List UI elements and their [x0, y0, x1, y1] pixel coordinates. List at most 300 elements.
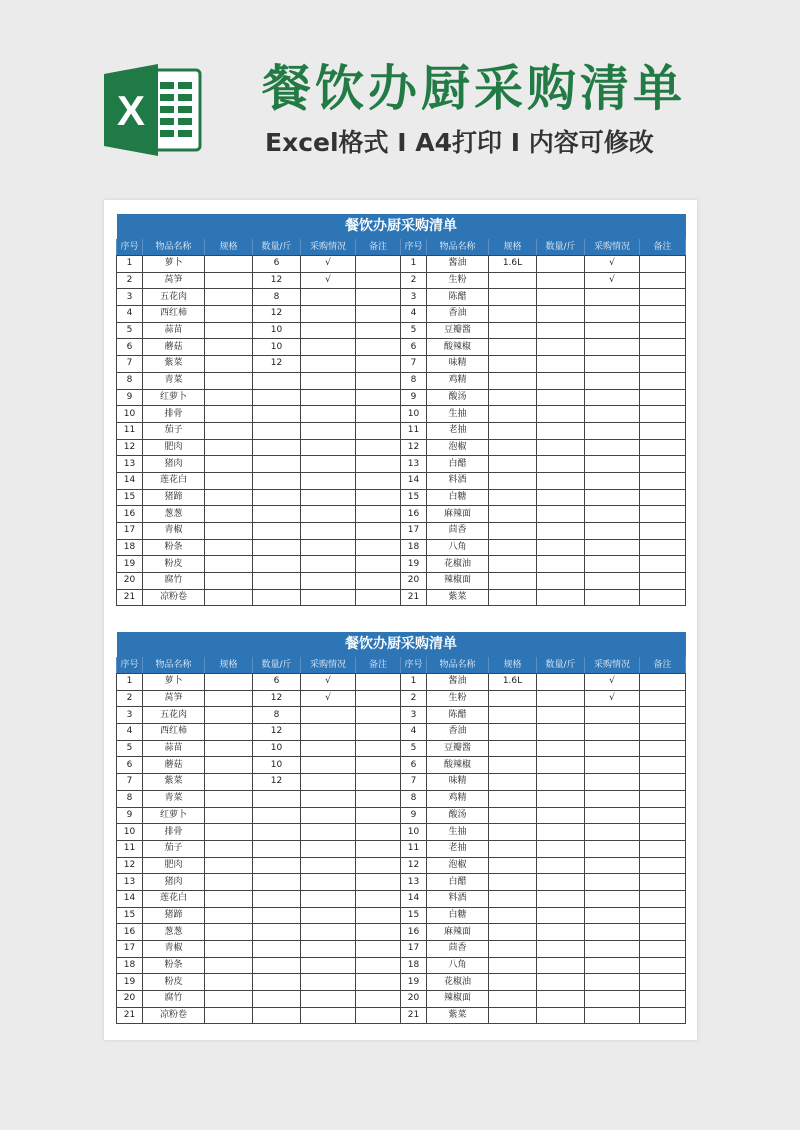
table-cell[interactable] — [640, 991, 686, 1008]
table-cell[interactable] — [205, 439, 253, 456]
table-cell[interactable] — [640, 941, 686, 958]
table-cell[interactable] — [205, 322, 253, 339]
table-cell[interactable]: 18 — [117, 539, 143, 556]
table-cell[interactable]: 12 — [253, 774, 301, 791]
table-cell[interactable] — [253, 573, 301, 590]
table-cell[interactable]: 香油 — [427, 306, 489, 323]
table-cell[interactable] — [585, 974, 640, 991]
table-cell[interactable] — [301, 790, 356, 807]
table-cell[interactable]: 白糖 — [427, 489, 489, 506]
table-cell[interactable] — [489, 439, 537, 456]
table-cell[interactable]: 花椒油 — [427, 974, 489, 991]
table-cell[interactable]: 6 — [401, 339, 427, 356]
table-cell[interactable] — [537, 941, 585, 958]
table-cell[interactable]: 萝卜 — [143, 256, 205, 273]
table-cell[interactable] — [640, 740, 686, 757]
table-cell[interactable] — [585, 506, 640, 523]
table-cell[interactable] — [356, 740, 401, 757]
table-cell[interactable] — [585, 523, 640, 540]
table-cell[interactable] — [640, 472, 686, 489]
table-cell[interactable] — [205, 807, 253, 824]
table-cell[interactable] — [585, 539, 640, 556]
table-cell[interactable] — [585, 807, 640, 824]
table-cell[interactable]: 3 — [117, 707, 143, 724]
table-cell[interactable] — [356, 907, 401, 924]
table-cell[interactable] — [356, 974, 401, 991]
table-cell[interactable]: 青椒 — [143, 523, 205, 540]
table-cell[interactable] — [640, 890, 686, 907]
table-cell[interactable] — [205, 857, 253, 874]
table-cell[interactable] — [356, 724, 401, 741]
table-cell[interactable]: 葱葱 — [143, 506, 205, 523]
table-cell[interactable]: 13 — [401, 874, 427, 891]
table-cell[interactable] — [585, 422, 640, 439]
table-cell[interactable]: 紫菜 — [143, 356, 205, 373]
table-cell[interactable] — [640, 523, 686, 540]
table-cell[interactable] — [640, 322, 686, 339]
table-cell[interactable]: 猪蹄 — [143, 907, 205, 924]
table-cell[interactable] — [205, 389, 253, 406]
table-cell[interactable]: 2 — [117, 690, 143, 707]
table-cell[interactable] — [205, 356, 253, 373]
table-cell[interactable] — [489, 1007, 537, 1024]
table-cell[interactable] — [640, 389, 686, 406]
table-cell[interactable] — [253, 924, 301, 941]
table-cell[interactable]: 生抽 — [427, 824, 489, 841]
table-cell[interactable]: 12 — [253, 724, 301, 741]
table-cell[interactable] — [537, 422, 585, 439]
table-cell[interactable] — [253, 874, 301, 891]
table-cell[interactable]: 20 — [401, 991, 427, 1008]
table-cell[interactable] — [356, 523, 401, 540]
table-cell[interactable] — [356, 506, 401, 523]
table-cell[interactable] — [301, 523, 356, 540]
table-cell[interactable] — [205, 506, 253, 523]
table-cell[interactable]: 11 — [401, 422, 427, 439]
table-cell[interactable] — [640, 272, 686, 289]
table-cell[interactable] — [537, 1007, 585, 1024]
table-cell[interactable]: 葱葱 — [143, 924, 205, 941]
table-cell[interactable] — [301, 974, 356, 991]
table-cell[interactable] — [537, 272, 585, 289]
table-cell[interactable] — [205, 422, 253, 439]
table-cell[interactable]: 16 — [401, 924, 427, 941]
table-cell[interactable] — [537, 472, 585, 489]
table-cell[interactable]: 4 — [117, 306, 143, 323]
table-cell[interactable]: 9 — [401, 389, 427, 406]
table-cell[interactable] — [253, 807, 301, 824]
table-cell[interactable]: 13 — [401, 456, 427, 473]
table-cell[interactable] — [489, 824, 537, 841]
table-cell[interactable]: 3 — [401, 707, 427, 724]
table-cell[interactable] — [537, 523, 585, 540]
table-cell[interactable]: 粉条 — [143, 957, 205, 974]
table-cell[interactable] — [585, 439, 640, 456]
table-cell[interactable] — [205, 456, 253, 473]
table-cell[interactable]: 12 — [253, 690, 301, 707]
table-cell[interactable]: 猪蹄 — [143, 489, 205, 506]
table-cell[interactable] — [301, 556, 356, 573]
table-cell[interactable] — [253, 539, 301, 556]
table-cell[interactable]: √ — [301, 690, 356, 707]
table-cell[interactable] — [301, 874, 356, 891]
table-cell[interactable]: 7 — [117, 356, 143, 373]
table-cell[interactable]: 7 — [401, 356, 427, 373]
table-cell[interactable]: 味精 — [427, 774, 489, 791]
table-cell[interactable] — [585, 907, 640, 924]
table-cell[interactable]: 酸汤 — [427, 807, 489, 824]
table-cell[interactable] — [356, 322, 401, 339]
table-cell[interactable] — [356, 774, 401, 791]
table-cell[interactable]: √ — [301, 272, 356, 289]
table-cell[interactable]: 酱油 — [427, 256, 489, 273]
table-cell[interactable] — [640, 289, 686, 306]
table-cell[interactable]: √ — [585, 674, 640, 691]
table-cell[interactable] — [489, 372, 537, 389]
table-cell[interactable] — [489, 573, 537, 590]
table-cell[interactable] — [205, 339, 253, 356]
table-cell[interactable] — [537, 306, 585, 323]
table-cell[interactable] — [356, 790, 401, 807]
table-cell[interactable]: 12 — [117, 857, 143, 874]
table-cell[interactable]: 12 — [401, 439, 427, 456]
table-cell[interactable] — [537, 907, 585, 924]
table-cell[interactable]: 蘑菇 — [143, 757, 205, 774]
table-cell[interactable]: 15 — [117, 489, 143, 506]
table-cell[interactable] — [205, 957, 253, 974]
table-cell[interactable] — [356, 807, 401, 824]
table-cell[interactable]: 酸辣椒 — [427, 757, 489, 774]
table-cell[interactable]: √ — [585, 272, 640, 289]
table-cell[interactable]: 麻辣面 — [427, 924, 489, 941]
table-cell[interactable]: 肥肉 — [143, 857, 205, 874]
table-cell[interactable]: 白糖 — [427, 907, 489, 924]
table-cell[interactable] — [253, 957, 301, 974]
table-cell[interactable] — [356, 406, 401, 423]
table-cell[interactable]: 18 — [401, 957, 427, 974]
table-cell[interactable]: 3 — [117, 289, 143, 306]
table-cell[interactable] — [585, 1007, 640, 1024]
table-cell[interactable]: 14 — [117, 890, 143, 907]
table-cell[interactable]: 蘑菇 — [143, 339, 205, 356]
table-cell[interactable] — [585, 890, 640, 907]
table-cell[interactable] — [537, 774, 585, 791]
table-cell[interactable]: 粉皮 — [143, 974, 205, 991]
table-cell[interactable]: 12 — [253, 306, 301, 323]
table-cell[interactable]: 泡椒 — [427, 439, 489, 456]
table-cell[interactable] — [489, 890, 537, 907]
table-cell[interactable]: 4 — [401, 306, 427, 323]
table-cell[interactable]: 茴香 — [427, 941, 489, 958]
table-cell[interactable] — [205, 757, 253, 774]
table-cell[interactable] — [640, 674, 686, 691]
table-cell[interactable] — [585, 306, 640, 323]
table-cell[interactable] — [537, 256, 585, 273]
table-cell[interactable] — [640, 356, 686, 373]
table-cell[interactable] — [640, 724, 686, 741]
table-cell[interactable] — [205, 1007, 253, 1024]
table-cell[interactable] — [301, 306, 356, 323]
table-cell[interactable] — [640, 707, 686, 724]
table-cell[interactable]: 15 — [401, 489, 427, 506]
table-cell[interactable] — [253, 907, 301, 924]
table-cell[interactable]: 1 — [401, 674, 427, 691]
table-cell[interactable] — [537, 456, 585, 473]
table-cell[interactable] — [205, 824, 253, 841]
table-cell[interactable]: 10 — [253, 339, 301, 356]
table-cell[interactable]: 茴香 — [427, 523, 489, 540]
table-cell[interactable] — [585, 372, 640, 389]
table-cell[interactable]: 生粉 — [427, 690, 489, 707]
table-cell[interactable] — [205, 790, 253, 807]
table-cell[interactable]: 猪肉 — [143, 456, 205, 473]
table-cell[interactable] — [301, 907, 356, 924]
table-cell[interactable] — [537, 506, 585, 523]
table-cell[interactable] — [537, 924, 585, 941]
table-cell[interactable]: 17 — [401, 523, 427, 540]
table-cell[interactable]: 14 — [401, 890, 427, 907]
table-cell[interactable]: 6 — [401, 757, 427, 774]
table-cell[interactable]: 14 — [401, 472, 427, 489]
table-cell[interactable] — [301, 506, 356, 523]
table-cell[interactable] — [301, 774, 356, 791]
table-cell[interactable]: 11 — [117, 422, 143, 439]
table-cell[interactable]: 9 — [117, 389, 143, 406]
table-cell[interactable] — [537, 556, 585, 573]
table-cell[interactable] — [205, 774, 253, 791]
table-cell[interactable]: 13 — [117, 874, 143, 891]
table-cell[interactable] — [537, 824, 585, 841]
table-cell[interactable] — [489, 840, 537, 857]
table-cell[interactable] — [301, 991, 356, 1008]
table-cell[interactable]: 肥肉 — [143, 439, 205, 456]
table-cell[interactable] — [205, 674, 253, 691]
table-cell[interactable] — [585, 489, 640, 506]
table-cell[interactable] — [205, 489, 253, 506]
table-cell[interactable]: 11 — [117, 840, 143, 857]
table-cell[interactable] — [585, 941, 640, 958]
table-cell[interactable]: 15 — [401, 907, 427, 924]
table-cell[interactable] — [489, 523, 537, 540]
table-cell[interactable] — [356, 824, 401, 841]
table-cell[interactable] — [489, 757, 537, 774]
table-cell[interactable]: 4 — [117, 724, 143, 741]
table-cell[interactable] — [356, 924, 401, 941]
table-cell[interactable] — [253, 857, 301, 874]
table-cell[interactable] — [301, 589, 356, 606]
table-cell[interactable]: 莲花白 — [143, 890, 205, 907]
table-cell[interactable]: 味精 — [427, 356, 489, 373]
table-cell[interactable] — [253, 506, 301, 523]
table-cell[interactable] — [640, 506, 686, 523]
table-cell[interactable]: 16 — [117, 506, 143, 523]
table-cell[interactable] — [585, 874, 640, 891]
table-cell[interactable] — [253, 406, 301, 423]
table-cell[interactable] — [253, 840, 301, 857]
table-cell[interactable]: 21 — [117, 1007, 143, 1024]
table-cell[interactable] — [585, 824, 640, 841]
table-cell[interactable] — [585, 924, 640, 941]
table-cell[interactable] — [537, 707, 585, 724]
table-cell[interactable] — [537, 974, 585, 991]
table-cell[interactable] — [356, 890, 401, 907]
table-cell[interactable] — [205, 724, 253, 741]
table-cell[interactable]: 20 — [117, 991, 143, 1008]
table-cell[interactable]: 2 — [401, 272, 427, 289]
table-cell[interactable]: √ — [301, 674, 356, 691]
table-cell[interactable] — [489, 406, 537, 423]
table-cell[interactable] — [301, 1007, 356, 1024]
table-cell[interactable]: 21 — [401, 1007, 427, 1024]
table-cell[interactable]: 8 — [401, 372, 427, 389]
table-cell[interactable] — [640, 556, 686, 573]
table-cell[interactable] — [301, 890, 356, 907]
table-cell[interactable] — [253, 439, 301, 456]
table-cell[interactable] — [301, 941, 356, 958]
table-cell[interactable] — [537, 690, 585, 707]
table-cell[interactable] — [585, 991, 640, 1008]
table-cell[interactable]: 13 — [117, 456, 143, 473]
table-cell[interactable]: 鸡精 — [427, 790, 489, 807]
table-cell[interactable] — [356, 389, 401, 406]
table-cell[interactable]: 1.6L — [489, 256, 537, 273]
table-cell[interactable] — [489, 807, 537, 824]
table-cell[interactable]: 16 — [117, 924, 143, 941]
table-cell[interactable] — [537, 439, 585, 456]
table-cell[interactable] — [205, 924, 253, 941]
table-cell[interactable] — [301, 372, 356, 389]
table-cell[interactable] — [640, 957, 686, 974]
table-cell[interactable] — [253, 422, 301, 439]
table-cell[interactable] — [585, 339, 640, 356]
table-cell[interactable] — [301, 857, 356, 874]
table-cell[interactable]: 莴笋 — [143, 690, 205, 707]
table-cell[interactable] — [205, 539, 253, 556]
table-cell[interactable] — [301, 322, 356, 339]
table-cell[interactable]: 辣椒面 — [427, 991, 489, 1008]
table-cell[interactable] — [585, 957, 640, 974]
table-cell[interactable]: 1 — [117, 674, 143, 691]
table-cell[interactable]: 蒜苗 — [143, 322, 205, 339]
table-cell[interactable]: 凉粉卷 — [143, 589, 205, 606]
table-cell[interactable] — [205, 523, 253, 540]
table-cell[interactable] — [489, 690, 537, 707]
table-cell[interactable] — [301, 724, 356, 741]
table-cell[interactable]: 12 — [117, 439, 143, 456]
table-cell[interactable]: 3 — [401, 289, 427, 306]
table-cell[interactable] — [537, 857, 585, 874]
table-cell[interactable] — [537, 740, 585, 757]
table-cell[interactable] — [253, 1007, 301, 1024]
table-cell[interactable]: 莴笋 — [143, 272, 205, 289]
table-cell[interactable] — [356, 489, 401, 506]
table-cell[interactable] — [253, 456, 301, 473]
table-cell[interactable] — [301, 539, 356, 556]
table-cell[interactable] — [537, 674, 585, 691]
table-cell[interactable]: 辣椒面 — [427, 573, 489, 590]
table-cell[interactable] — [253, 489, 301, 506]
table-cell[interactable] — [356, 757, 401, 774]
table-cell[interactable] — [253, 523, 301, 540]
table-cell[interactable] — [356, 874, 401, 891]
table-cell[interactable] — [489, 539, 537, 556]
table-cell[interactable]: 14 — [117, 472, 143, 489]
table-cell[interactable] — [640, 757, 686, 774]
table-cell[interactable] — [356, 674, 401, 691]
table-cell[interactable]: 7 — [401, 774, 427, 791]
table-cell[interactable] — [356, 306, 401, 323]
table-cell[interactable] — [301, 707, 356, 724]
table-cell[interactable] — [537, 372, 585, 389]
table-cell[interactable] — [537, 840, 585, 857]
table-cell[interactable] — [205, 573, 253, 590]
table-cell[interactable] — [489, 874, 537, 891]
table-cell[interactable] — [640, 840, 686, 857]
table-cell[interactable] — [489, 774, 537, 791]
table-cell[interactable] — [640, 422, 686, 439]
table-cell[interactable]: 排骨 — [143, 406, 205, 423]
table-cell[interactable] — [301, 489, 356, 506]
table-cell[interactable] — [489, 556, 537, 573]
table-cell[interactable] — [301, 757, 356, 774]
table-cell[interactable] — [253, 589, 301, 606]
table-cell[interactable] — [640, 406, 686, 423]
table-cell[interactable]: 茄子 — [143, 422, 205, 439]
table-cell[interactable]: 17 — [401, 941, 427, 958]
table-cell[interactable]: 17 — [117, 523, 143, 540]
table-cell[interactable]: 紫菜 — [427, 589, 489, 606]
table-cell[interactable] — [537, 890, 585, 907]
table-cell[interactable]: 18 — [401, 539, 427, 556]
table-cell[interactable] — [356, 991, 401, 1008]
table-cell[interactable] — [585, 389, 640, 406]
table-cell[interactable]: 西红柿 — [143, 724, 205, 741]
table-cell[interactable] — [205, 289, 253, 306]
table-cell[interactable]: 20 — [117, 573, 143, 590]
table-cell[interactable]: 腐竹 — [143, 991, 205, 1008]
table-cell[interactable] — [537, 957, 585, 974]
table-cell[interactable]: 陈醋 — [427, 707, 489, 724]
table-cell[interactable]: 泡椒 — [427, 857, 489, 874]
table-cell[interactable]: 6 — [117, 757, 143, 774]
table-cell[interactable]: 生粉 — [427, 272, 489, 289]
table-cell[interactable] — [205, 472, 253, 489]
table-cell[interactable] — [301, 456, 356, 473]
table-cell[interactable] — [537, 339, 585, 356]
table-cell[interactable]: 10 — [401, 824, 427, 841]
table-cell[interactable]: 21 — [117, 589, 143, 606]
table-cell[interactable]: 17 — [117, 941, 143, 958]
table-cell[interactable]: 凉粉卷 — [143, 1007, 205, 1024]
table-cell[interactable]: 4 — [401, 724, 427, 741]
table-cell[interactable]: 19 — [401, 974, 427, 991]
table-cell[interactable] — [205, 256, 253, 273]
table-cell[interactable] — [301, 824, 356, 841]
table-cell[interactable]: √ — [585, 690, 640, 707]
table-cell[interactable] — [253, 372, 301, 389]
table-cell[interactable] — [640, 589, 686, 606]
table-cell[interactable] — [585, 322, 640, 339]
table-cell[interactable]: 茄子 — [143, 840, 205, 857]
table-cell[interactable] — [356, 573, 401, 590]
table-cell[interactable] — [356, 472, 401, 489]
table-cell[interactable] — [585, 790, 640, 807]
table-cell[interactable] — [356, 339, 401, 356]
table-cell[interactable]: 10 — [117, 406, 143, 423]
table-cell[interactable] — [301, 289, 356, 306]
table-cell[interactable] — [489, 389, 537, 406]
table-cell[interactable] — [253, 389, 301, 406]
